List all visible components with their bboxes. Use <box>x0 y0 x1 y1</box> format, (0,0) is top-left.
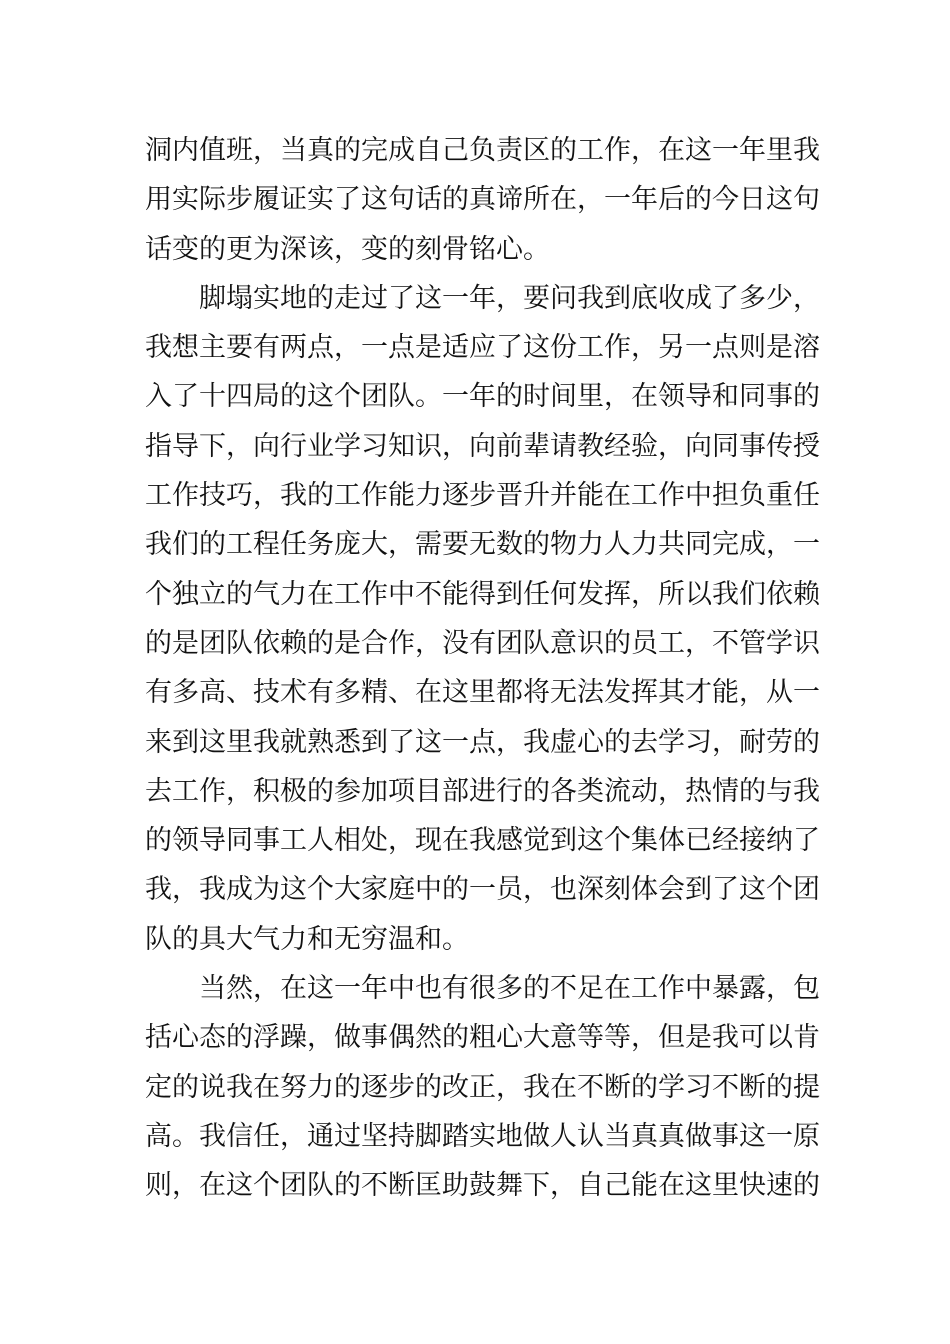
paragraph-3 <box>145 964 820 1210</box>
text-line: 指导下，向行业学习知识，向前辈请教经验，向同事传授 <box>145 430 820 462</box>
text-line: 个独立的气力在工作中不能得到任何发挥，所以我们依赖 <box>145 578 820 610</box>
text-line: 用实际步履证实了这句话的真谛所在，一年后的今日这句 <box>145 184 820 216</box>
text-line: 脚塌实地的走过了这一年，要问我到底收成了多少， <box>199 282 820 314</box>
text-line: 我们的工程任务庞大，需要无数的物力人力共同完成，一 <box>145 529 820 561</box>
text-line: 话变的更为深该，变的刻骨铭心。 <box>145 233 550 265</box>
text-line: 来到这里我就熟悉到了这一点，我虚心的去学习，耐劳的 <box>145 726 820 758</box>
paragraph-1 <box>145 126 820 274</box>
text-line: 当然，在这一年中也有很多的不足在工作中暴露，包 <box>199 973 820 1005</box>
text-line: 定的说我在努力的逐步的改正，我在不断的学习不断的提 <box>145 1071 820 1103</box>
text-line: 则，在这个团队的不断匡助鼓舞下，自己能在这里快速的 <box>145 1170 820 1202</box>
document-body <box>145 126 820 1211</box>
text-line: 的领导同事工人相处，现在我感觉到这个集体已经接纳了 <box>145 825 820 857</box>
text-line: 高。我信任，通过坚持脚踏实地做人认当真真做事这一原 <box>145 1120 820 1152</box>
text-line: 括心态的浮躁，做事偶然的粗心大意等等，但是我可以肯 <box>145 1022 820 1054</box>
text-line: 的是团队依赖的是合作，没有团队意识的员工，不管学识 <box>145 627 820 659</box>
text-line: 去工作，积极的参加项目部进行的各类流动，热情的与我 <box>145 775 820 807</box>
paragraph-2 <box>145 274 820 964</box>
text-line: 工作技巧，我的工作能力逐步晋升并能在工作中担负重任 <box>145 480 820 512</box>
text-line: 队的具大气力和无穷温和。 <box>145 923 469 955</box>
text-line: 我，我成为这个大家庭中的一员，也深刻体会到了这个团 <box>145 874 820 906</box>
text-line: 有多高、技术有多精、在这里都将无法发挥其才能，从一 <box>145 677 820 709</box>
text-line: 入了十四局的这个团队。一年的时间里，在领导和同事的 <box>145 381 820 413</box>
text-line: 洞内值班，当真的完成自己负责区的工作，在这一年里我 <box>145 135 820 166</box>
text-line: 我想主要有两点，一点是适应了这份工作，另一点则是溶 <box>145 332 820 364</box>
